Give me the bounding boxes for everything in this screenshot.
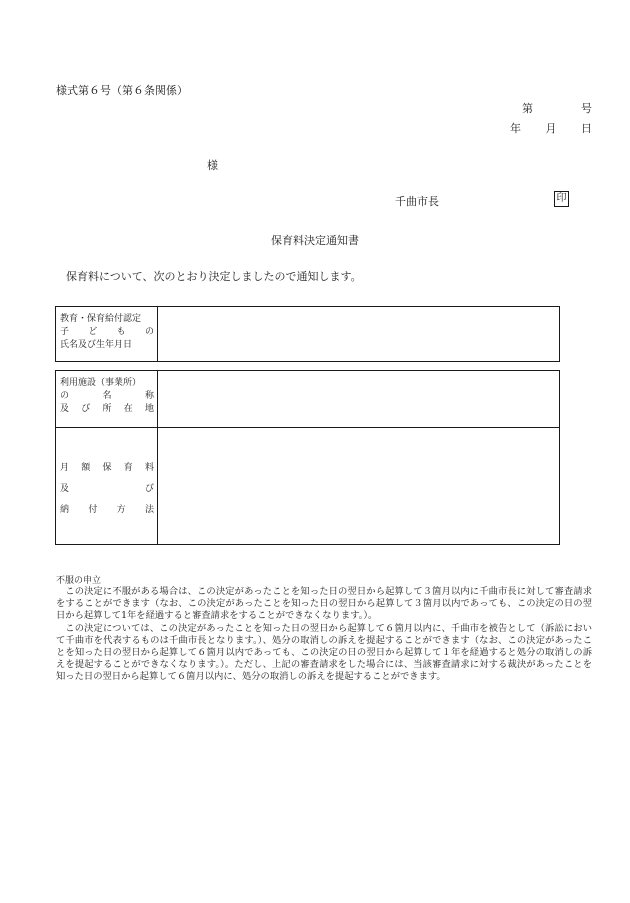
fee-label <box>60 458 154 521</box>
form-number-label: 様式第６号（第６条関係） <box>56 84 188 97</box>
label-line: 氏名及び生年月日 <box>60 340 133 350</box>
child-info-label <box>60 313 154 352</box>
label-line: 利用施設（事業所） <box>60 378 142 388</box>
label-line: 及 び 所 在 地 <box>60 404 154 414</box>
facility-label <box>60 377 154 416</box>
date-day: 日 <box>581 122 592 135</box>
intro-text: 保育料について、次のとおり決定しましたので通知します。 <box>66 270 362 283</box>
number-prefix: 第 <box>522 102 533 115</box>
date-month: 月 <box>545 122 557 135</box>
facility-fee-table <box>55 370 560 545</box>
label-line: 月 額 保 育 料 <box>60 463 154 473</box>
date-year: 年 <box>510 122 521 135</box>
addressee-honorific: 様 <box>207 159 218 172</box>
document-title: 保育料決定通知書 <box>271 234 359 247</box>
objection-paragraph: この決定に不服がある場合は、この決定があったことを知った日の翌日から起算して３箇月以内に千曲市長に対して審査請求をすることができます（なお、この決定があったことを知った日の翌日から起算して３箇月以内であっても、この決定の日の翌日から起算して1年を経過すると審査請求をすることができなくなります。）。 <box>56 586 592 622</box>
row-divider <box>56 427 559 428</box>
table-divider <box>157 307 158 361</box>
child-info-table <box>55 306 560 362</box>
table-divider <box>157 371 158 544</box>
issuer-name: 千曲市長 <box>395 195 439 208</box>
date-field <box>510 120 592 136</box>
objection-paragraph: この決定については、この決定があったことを知った日の翌日から起算して６箇月以内に、千曲市を被告として（訴訟において千曲市を代表するものは千曲市長となります。）、処分の取消しの訴えを提起することができます（なお、この決定があったことを知った日の翌日から起算して６箇月以内であっても、この決定の日の翌日から起算して１年を経過すると処分の取消しの訴えを提起することができなくなります。）。ただし、上記の審査請求をした場合には、当該審査請求に対する裁決があったことを知った日の翌日から起算して６箇月以内に、処分の取消しの訴えを提起することができます。 <box>56 622 592 683</box>
label-line: 及 び <box>60 484 154 494</box>
number-suffix: 号 <box>581 102 592 115</box>
label-line: 教育・保育給付認定 <box>60 314 142 324</box>
objection-body <box>56 586 592 684</box>
document-number-field <box>522 100 592 116</box>
objection-title: 不服の申立 <box>56 576 102 586</box>
label-line: 納 付 方 法 <box>60 505 154 515</box>
label-line: 子 ど も の <box>60 327 154 337</box>
label-line: の 名 称 <box>60 391 154 401</box>
seal-stamp: 印 <box>554 191 569 207</box>
